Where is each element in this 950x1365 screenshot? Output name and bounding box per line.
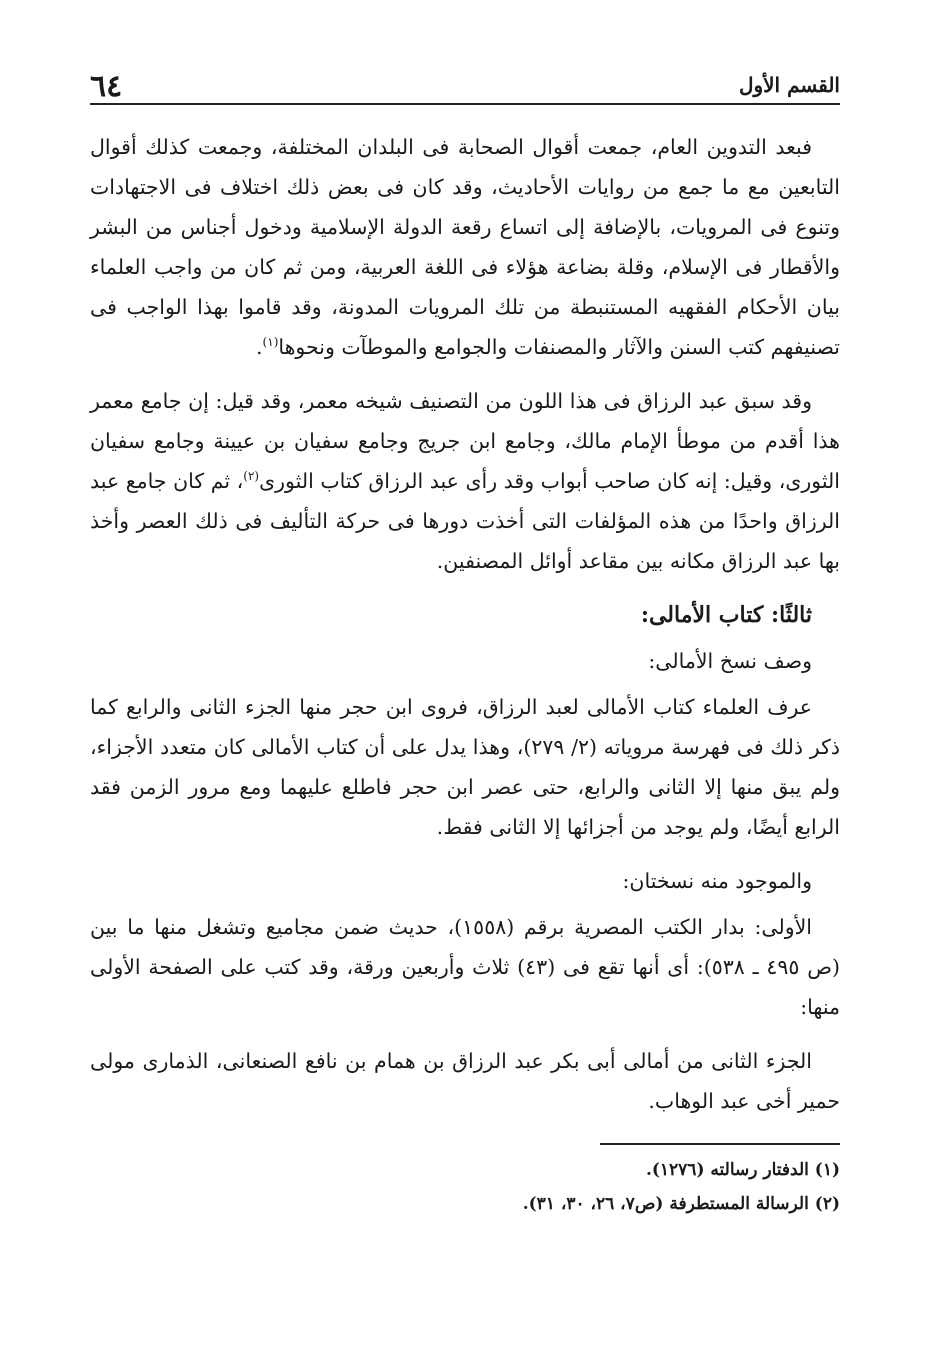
paragraph: الجزء الثانى من أمالى أبى بكر عبد الرزاق بن همام بن نافع الصنعانى، الذمارى مولى حمير أخى عبد الوهاب. [90,1049,840,1113]
paragraph: عرف العلماء كتاب الأمالى لعبد الرزاق، فروى ابن حجر منها الجزء الثانى والرابع كما ذكر ذلك فى فهرسة مروياته (٢/ ٢٧٩)، وهذا يدل على أن كتاب الأمالى كان متعدد الأجزاء، ولم يبق منها إلا الثانى والرابع، حتى عصر ابن حجر فاطلع عليهما ومع مرور الزمن فقد الرابع أيضًا، ولم يوجد من أجزائها إلا الثانى فقط. [90,695,840,839]
footnote: (١) الدفتار رسالته (١٢٧٦). [645,1160,840,1180]
section-title: القسم الأول [738,73,840,97]
footnote: (٢) الرسالة المستطرفة (ص٧، ٢٦، ٣٠، ٣١). [522,1194,840,1214]
paragraph: فبعد التدوين العام، جمعت أقوال الصحابة فى البلدان المختلفة، وجمعت كذلك أقوال التابعين مع ما جمع من روايات الأحاديث، وقد كان فى بعض ذلك اختلاف فى الاجتهادات وتنوع فى المرويات، بالإضافة إلى اتساع رقعة الدولة الإسلامية ودخول أجناس من البشر والأقطار فى الإسلام، وقلة بضاعة هؤلاء فى اللغة العربية، ومن ثم كان من واجب العلماء بيان الأحكام الفقهيه المستنبطة من تلك المرويات المدونة، وقد قاموا بهذا الواجب فى تصنيفهم كتب السنن والآثار والمصنفات والجوامع والموطآت ونحوها$^{(١)}$. [90,135,840,359]
footnote-separator [600,1143,840,1145]
footnotes [90,1153,840,1221]
book-page [90,55,840,1221]
subheading: وصف نسخ الأمالى: [648,649,812,673]
page-body [90,127,840,1121]
section-heading: ثالثًا: كتاب الأمالى: [640,602,812,628]
footnote-ref: (٢) [243,469,260,484]
paragraph: وقد سبق عبد الرزاق فى هذا اللون من التصنيف شيخه معمر، وقد قيل: إن جامع معمر هذا أقدم من موطأ الإمام مالك، وجامع ابن جريج وجامع سفيان بن عيينة وجامع سفيان الثورى، وقيل: إنه كان صاحب أبواب وقد رأى عبد الرزاق كتاب الثورى$^{(٢)}$، ثم كان جامع عبد الرزاق واحدًا من هذه المؤلفات التى أخذت دورها فى حركة التأليف فى ذلك العصر وأخذ بها عبد الرزاق مكانه بين مقاعد أوائل المصنفين. [90,389,840,573]
page-number: ٦٤ [90,69,123,104]
paragraph: الأولى: بدار الكتب المصرية برقم (١٥٥٨)، حديث ضمن مجاميع وتشغل منها ما بين (ص ٤٩٥ ـ ٥٣٨): أى أنها تقع فى (٤٣) ثلاث وأربعين ورقة، وقد كتب على الصفحة الأولى منها: [90,915,840,1019]
subheading: والموجود منه نسختان: [622,869,812,893]
page-header [90,55,840,105]
footnote-ref: (١) [262,335,279,350]
